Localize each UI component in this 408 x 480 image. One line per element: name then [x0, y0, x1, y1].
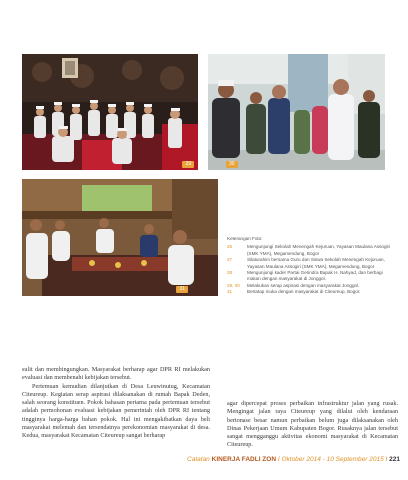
- paragraph: agar dipercepat proses perbaikan infrastruktur jalan yang rusak. Mengingat jalan raya Citeureup yang dilalui oleh kendaraan bertonase besar namun perbaikan belum juga dilaksanakan oleh Dinas Pekerjaan Umum Kabupaten Bogor. Rusaknya jalan tersebut sangat mengganggu aktivitas ekonomi masyarakat di Kecamatan Citeureup.: [227, 400, 398, 449]
- page-footer: [187, 456, 400, 463]
- photo-handshake: [208, 54, 385, 170]
- caption-text: Melakukan serap aspirasi dengan masyarakat Jonggol.: [247, 282, 360, 288]
- body-text-right: [227, 400, 398, 450]
- body-text-left: [22, 366, 210, 441]
- caption-text: Bertatap muka dengan masyarakat di Citeureup, Bogor.: [247, 289, 361, 295]
- page-number: 221: [389, 456, 400, 463]
- caption-item: [227, 270, 397, 283]
- photo-dialogue: [22, 179, 218, 296]
- photo-number-badge: 31: [176, 286, 188, 293]
- issue-dates: I Oktober 2014 - 10 September 2015 I: [277, 456, 388, 463]
- paragraph: Pertemuan kemudian dilanjutkan di Desa Leuwinutug, Kecamatan Citeureup. Kegiatan serap aspirasi dilaksanakan di rumah Bapak Deden, salah seorang konstituen. Pokok bahasan pertama pada pertemuan tersebut adalah permohonan evaluasi kebijakan pemerintah oleh DPR RI tentang tingginya harga-harga bahan pokok. Hal ini mengakibatkan daya beli masyarakat melemah dan tersendatnya perekonomian masyarakat di desa. Kedua, masyarakat Kecamatan Citeureup sangat berharap: [22, 382, 210, 440]
- photo-number-badge: 29: [182, 161, 194, 168]
- caption-number: 29, 30: [227, 282, 240, 288]
- paragraph: sulit dan membingungkan. Masyarakat berharap agar DPR RI melakukan evaluasi dan membenahi kebijakan tersebut.: [22, 366, 210, 382]
- photo-number-badge: 30: [226, 161, 238, 168]
- caption-text: Mengunjungi kader Partai Gerindra Bapak H. Nahyad, dan berbagi makan dengan masyarakat di Jonggol.: [247, 270, 383, 282]
- caption-number: 31: [227, 289, 233, 295]
- magazine-title: Catatan: [187, 456, 210, 463]
- photo-meeting-room: [22, 54, 198, 170]
- caption-item: [227, 257, 397, 270]
- magazine-name: KINERJA FADLI ZON: [211, 456, 277, 463]
- caption-text: Mengunjungi Sekolah Menengah Kejuruan, Yayasan Maulana Assogiri (SMK YMA), Megamendung, Bogor: [247, 244, 391, 256]
- caption-item: [227, 244, 397, 257]
- caption-item: [227, 289, 397, 295]
- caption-title: Keterangan Foto:: [227, 236, 263, 241]
- caption-number: 26: [227, 244, 233, 250]
- caption-text: Silaturahim bersama Guru dan Siswa Sekolah Menengah Kejuruan, Yayasan Maulana Assogiri (SMK YMA), Megamendung, Bogor: [247, 257, 385, 269]
- caption-number: 28: [227, 270, 233, 276]
- caption-number: 27: [227, 257, 233, 263]
- photo-captions: [227, 236, 397, 296]
